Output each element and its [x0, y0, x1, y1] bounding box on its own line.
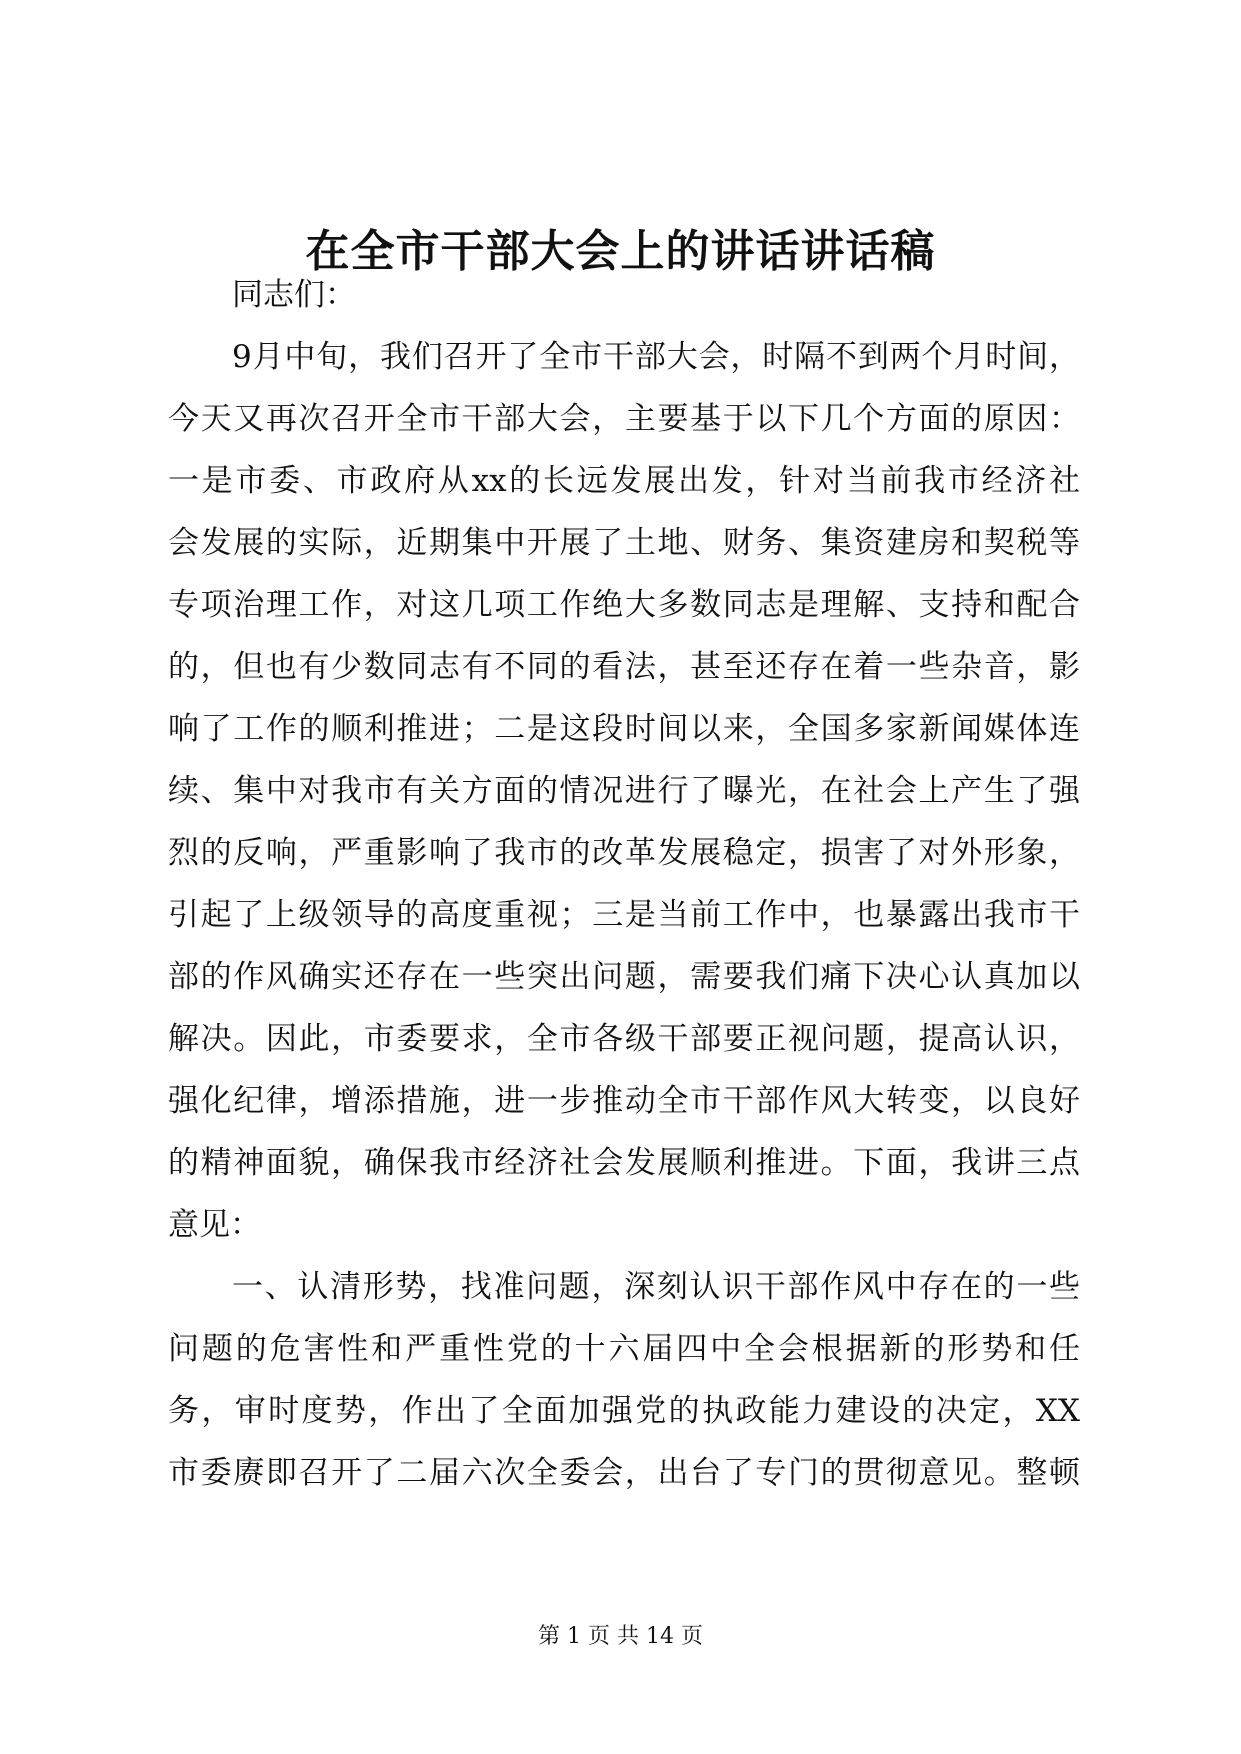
- document-title: 在全市干部大会上的讲话讲话稿: [305, 226, 936, 277]
- paragraph-line: 专项治理工作，对这几项工作绝大多数同志是理解、支持和配合: [168, 587, 1080, 623]
- page-number-footer: 第 1 页 共 14 页: [538, 1624, 703, 1649]
- paragraph-line: 意见：: [168, 1207, 261, 1243]
- paragraph-line: 引起了上级领导的高度重视；三是当前工作中，也暴露出我市干: [168, 897, 1080, 933]
- paragraph-line: 强化纪律，增添措施，进一步推动全市干部作风大转变，以良好: [168, 1083, 1080, 1119]
- paragraph-line: 务，审时度势，作出了全面加强党的执政能力建设的决定，XX: [168, 1393, 1080, 1429]
- paragraph-line: 一是市委、市政府从xx的长远发展出发，针对当前我市经济社: [168, 463, 1080, 499]
- paragraph-line: 响了工作的顺利推进；二是这段时间以来，全国多家新闻媒体连: [168, 711, 1080, 747]
- paragraph-line: 会发展的实际，近期集中开展了土地、财务、集资建房和契税等: [168, 525, 1080, 561]
- section-heading-line: 一、认清形势，找准问题，深刻认识干部作风中存在的一些: [232, 1269, 1080, 1305]
- document-body: [168, 264, 1080, 1504]
- paragraph-line: 续、集中对我市有关方面的情况进行了曝光，在社会上产生了强: [168, 773, 1080, 809]
- salutation-line: 同志们：: [232, 277, 356, 313]
- paragraph-line: 部的作风确实还存在一些突出问题，需要我们痛下决心认真加以: [168, 959, 1080, 995]
- paragraph-line: 9月中旬，我们召开了全市干部大会，时隔不到两个月时间，: [232, 339, 1080, 375]
- paragraph-line: 今天又再次召开全市干部大会，主要基于以下几个方面的原因：: [168, 401, 1080, 437]
- paragraph-line: 烈的反响，严重影响了我市的改革发展稳定，损害了对外形象，: [168, 835, 1080, 871]
- paragraph-line: 解决。因此，市委要求，全市各级干部要正视问题，提高认识，: [168, 1021, 1080, 1057]
- paragraph-line: 市委赓即召开了二届六次全委会，出台了专门的贯彻意见。整顿: [168, 1455, 1080, 1491]
- paragraph-line: 的精神面貌，确保我市经济社会发展顺利推进。下面，我讲三点: [168, 1145, 1080, 1181]
- paragraph-line: 的，但也有少数同志有不同的看法，甚至还存在着一些杂音，影: [168, 649, 1080, 685]
- paragraph-line: 问题的危害性和严重性党的十六届四中全会根据新的形势和任: [168, 1331, 1080, 1367]
